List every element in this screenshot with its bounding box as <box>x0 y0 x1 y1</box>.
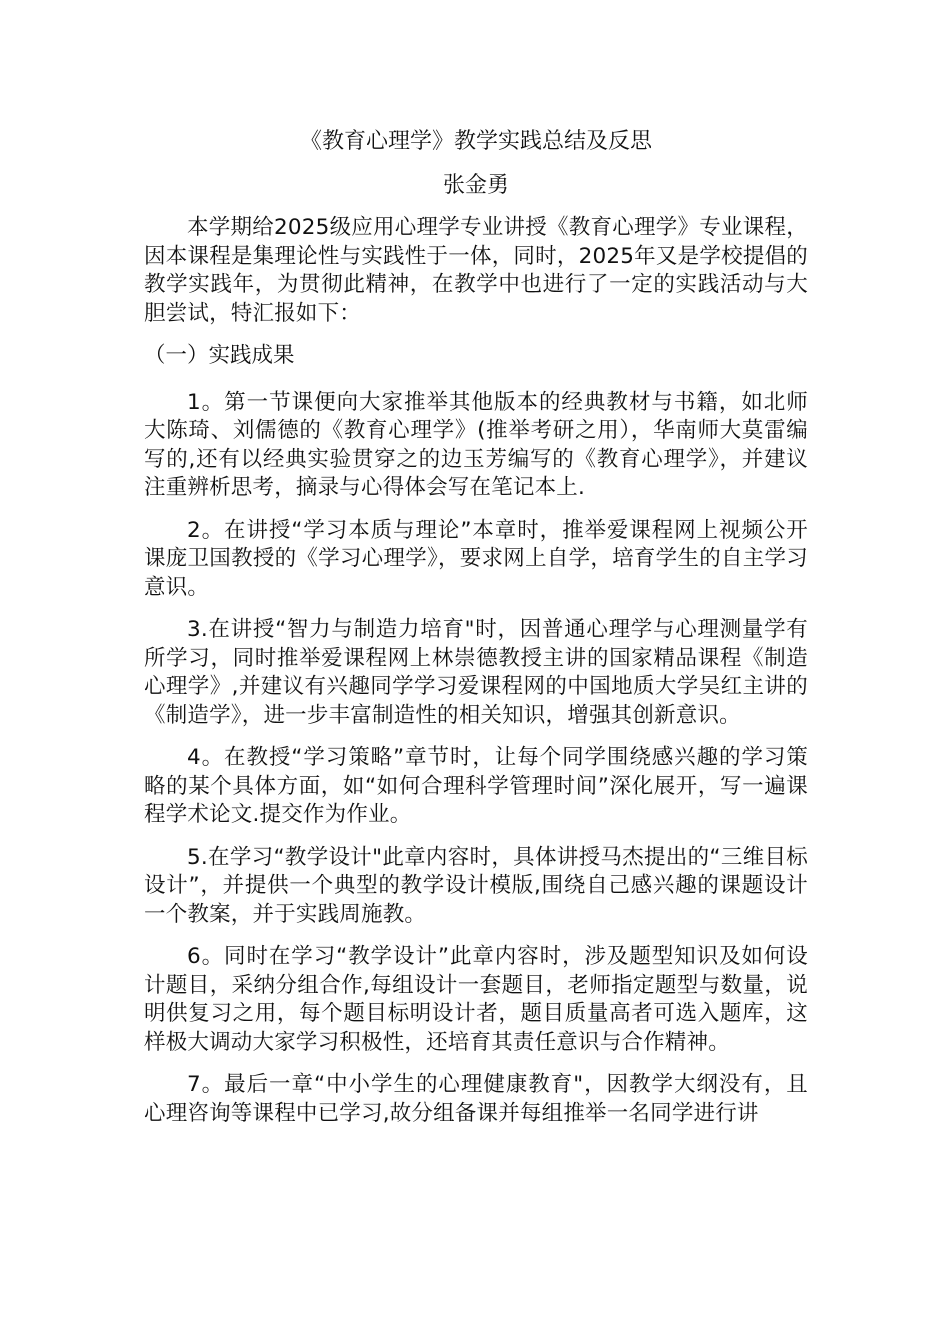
list-item: 6。同时在学习“教学设计”此章内容时，涉及题型知识及如何设计题目，采纳分组合作,每组设计一套题目，老师指定题型与数量，说明供复习之用，每个题目标明设计者，题目质量高者可选入题库，这样极大调动大家学习积极性，还培育其责任意识与合作精神。 <box>144 944 808 1055</box>
list-item: 5.在学习“教学设计"此章内容时，具体讲授马杰提出的“三维目标设计”，并提供一个典型的教学设计模版,围绕自己感兴趣的课题设计一个教案，并于实践周施教。 <box>144 844 808 927</box>
list-item: 1。第一节课便向大家推举其他版本的经典教材与书籍，如北师大陈琦、刘儒德的《教育心理学》(推举考研之用），华南师大莫雷编写的,还有以经典实验贯穿之的边玉芳编写的《教育心理学》，并建议注重辨析思考，摘录与心得体会写在笔记本上. <box>144 389 808 500</box>
document-author: 张金勇 <box>442 173 509 198</box>
list-item: 4。在教授“学习策略”章节时，让每个同学围绕感兴趣的学习策略的某个具体方面，如“如何合理科学管理时间”深化展开，写一遍课程学术论文.提交作为作业。 <box>144 745 808 827</box>
list-item: 2。在讲授“学习本质与理论”本章时，推举爱课程网上视频公开课庞卫国教授的《学习心理学》，要求网上自学，培育学生的自主学习意识。 <box>144 517 808 600</box>
section-heading: （一）实践成果 <box>144 343 295 368</box>
document-title: 《教育心理学》教学实践总结及反思 <box>299 129 652 154</box>
list-item: 7。最后一章“中小学生的心理健康教育"，因教学大纲没有，且心理咨询等课程中已学习,故分组备课并每组推举一名同学进行讲 <box>144 1072 808 1126</box>
document-page <box>144 124 808 1142</box>
intro-paragraph: 本学期给2025级应用心理学专业讲授《教育心理学》专业课程，因本课程是集理论性与实践性于一体，同时，2025年又是学校提倡的教学实践年，为贯彻此精神，在教学中也进行了一定的实践活动与大胆尝试，特汇报如下： <box>144 215 808 326</box>
list-item: 3.在讲授“智力与制造力培育"时，因普通心理学与心理测量学有所学习，同时推举爱课程网上林崇德教授主讲的国家精品课程《制造心理学》,并建议有兴趣同学学习爱课程网的中国地质大学吴红主讲的《制造学》，进一步丰富制造性的相关知识，增强其创新意识。 <box>144 617 808 728</box>
